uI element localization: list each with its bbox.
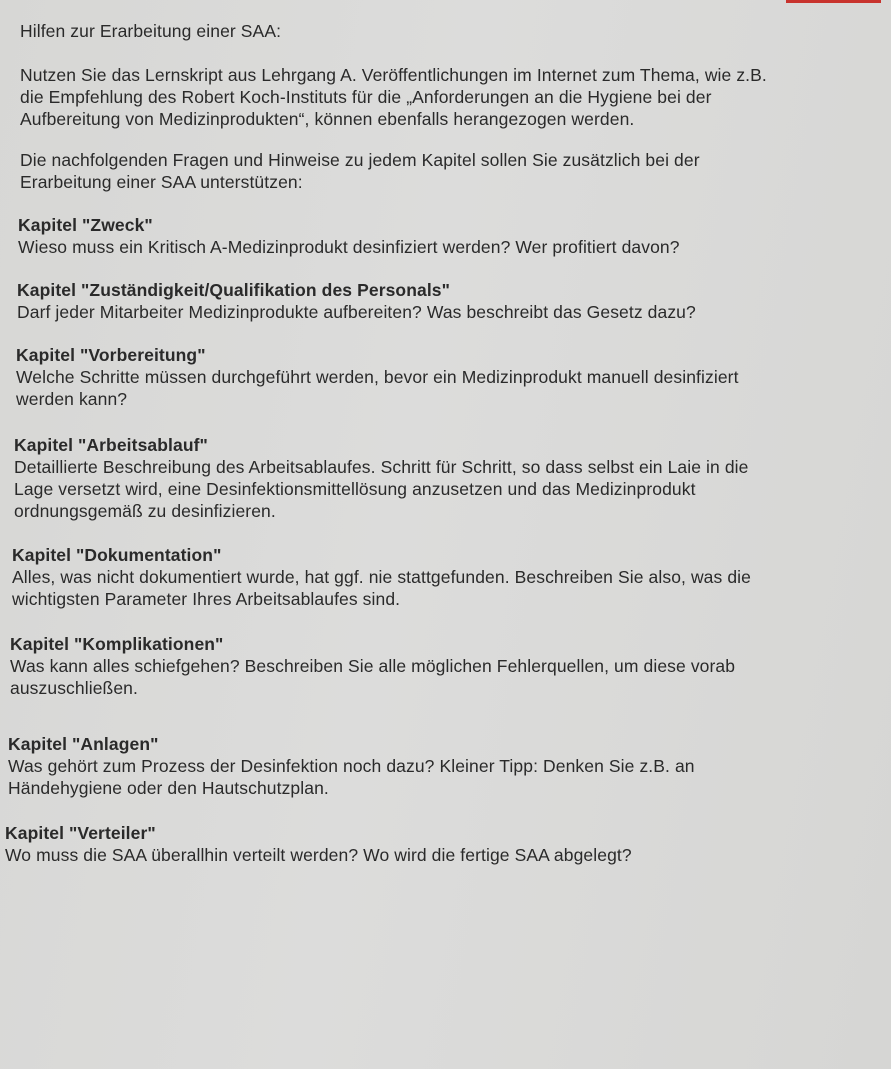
- chapter-text-line: Was gehört zum Prozess der Desinfektion noch dazu? Kleiner Tipp: Denken Sie z.B. an: [8, 756, 695, 776]
- intro-paragraph-1-line: Nutzen Sie das Lernskript aus Lehrgang A. Veröffentlichungen im Internet zum Thema, wie z.B.: [20, 65, 767, 85]
- chapter-heading: Kapitel "Arbeitsablauf": [14, 435, 208, 455]
- chapter-heading: Kapitel "Komplikationen": [10, 634, 224, 654]
- chapter-text-line: wichtigsten Parameter Ihres Arbeitsablaufes sind.: [12, 589, 401, 609]
- chapter-dokumentation: [12, 544, 751, 610]
- intro-paragraph-1-line: die Empfehlung des Robert Koch-Instituts für die „Anforderungen an die Hygiene bei der: [20, 87, 712, 107]
- chapter-text-line: Lage versetzt wird, eine Desinfektionsmittellösung anzusetzen und das Medizinprodukt: [14, 479, 696, 499]
- chapter-verteiler: [5, 822, 632, 866]
- chapter-heading: Kapitel "Dokumentation": [12, 545, 222, 565]
- chapter-text-line: Wieso muss ein Kritisch A-Medizinprodukt desinfiziert werden? Wer profitiert davon?: [18, 237, 680, 257]
- chapter-zweck: [18, 214, 680, 258]
- document-title-text: Hilfen zur Erarbeitung einer SAA:: [20, 21, 282, 41]
- chapter-text-line: Händehygiene oder den Hautschutzplan.: [8, 778, 329, 798]
- chapter-text-line: werden kann?: [16, 389, 128, 409]
- chapter-arbeitsablauf: [14, 434, 749, 522]
- chapter-text-line: Darf jeder Mitarbeiter Medizinprodukte aufbereiten? Was beschreibt das Gesetz dazu?: [17, 302, 696, 322]
- chapter-text-line: Wo muss die SAA überallhin verteilt werden? Wo wird die fertige SAA abgelegt?: [5, 845, 632, 865]
- chapter-text-line: ordnungsgemäß zu desinfizieren.: [14, 501, 276, 521]
- intro-paragraph-1: [20, 64, 767, 130]
- intro-paragraph-2-line: Die nachfolgenden Fragen und Hinweise zu jedem Kapitel sollen Sie zusätzlich bei der: [20, 150, 700, 170]
- chapter-text-line: Detaillierte Beschreibung des Arbeitsablaufes. Schritt für Schritt, so dass selbst ein Laie in die: [14, 457, 749, 477]
- chapter-text-line: Welche Schritte müssen durchgeführt werden, bevor ein Medizinprodukt manuell desinfiziert: [16, 367, 739, 387]
- document-title: [20, 20, 281, 42]
- intro-paragraph-2-line: Erarbeitung einer SAA unterstützen:: [20, 172, 303, 192]
- chapter-anlagen: [8, 733, 695, 799]
- chapter-komplikationen: [10, 633, 735, 699]
- intro-paragraph-2: [20, 149, 700, 193]
- chapter-heading: Kapitel "Vorbereitung": [16, 345, 206, 365]
- chapter-heading: Kapitel "Zweck": [18, 215, 153, 235]
- chapter-vorbereitung: [16, 344, 739, 410]
- chapter-text-line: Alles, was nicht dokumentiert wurde, hat ggf. nie stattgefunden. Beschreiben Sie also, was die: [12, 567, 751, 587]
- chapter-text-line: Was kann alles schiefgehen? Beschreiben Sie alle möglichen Fehlerquellen, um diese vorab: [10, 656, 736, 676]
- chapter-zustaendigkeit: [17, 279, 696, 323]
- chapter-heading: Kapitel "Verteiler": [5, 823, 156, 843]
- chapter-heading: Kapitel "Zuständigkeit/Qualifikation des Personals": [17, 280, 451, 300]
- chapter-heading: Kapitel "Anlagen": [8, 734, 159, 754]
- intro-paragraph-1-line: Aufbereitung von Medizinprodukten“, können ebenfalls herangezogen werden.: [20, 109, 635, 129]
- chapter-text-line: auszuschließen.: [10, 678, 138, 698]
